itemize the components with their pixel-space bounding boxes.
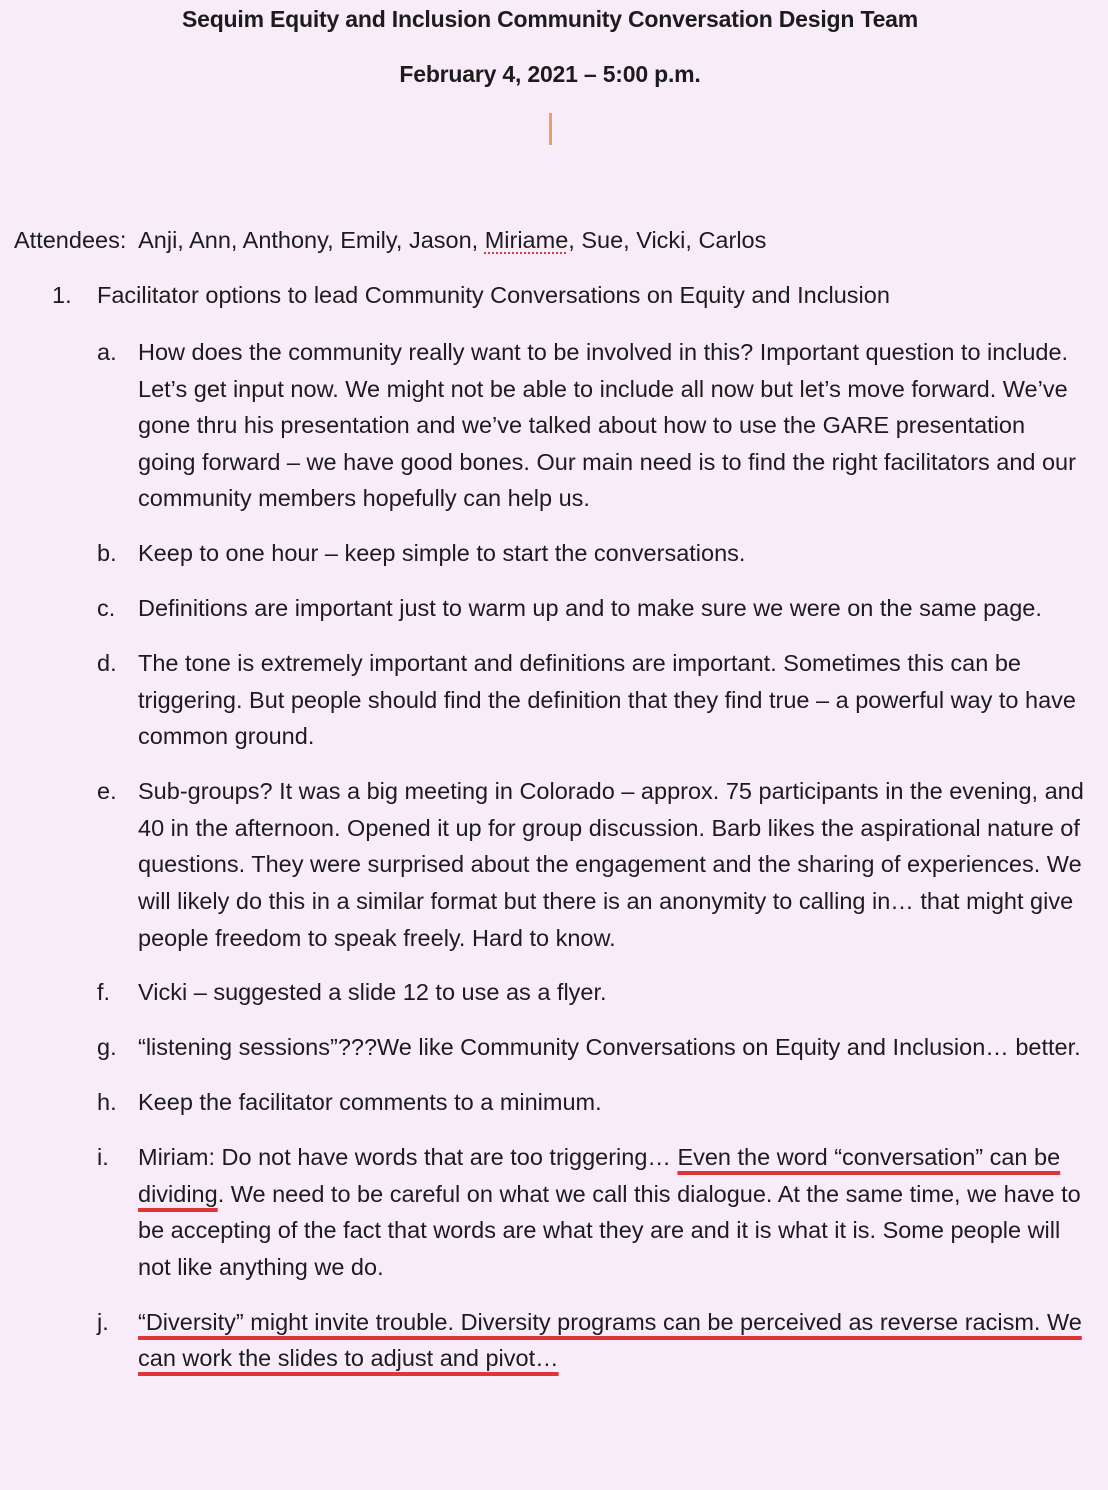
note-marker: g. [97,1034,117,1061]
note-marker: f. [97,979,111,1006]
misspelled-name[interactable]: Miriame [484,227,569,253]
attendees-line [14,224,766,256]
note-item-f [97,974,1087,1011]
note-item-a [97,334,1087,517]
note-marker: c. [97,595,116,622]
note-item-e [97,773,1087,956]
note-text: Sub-groups? It was a big meeting in Colorado – approx. 75 participants in the evening, and 40 in the afternoon. Opened it up for group discussion. Barb likes the aspirational nature of questions. They were surprised about the engagement and the sharing of experiences. We will likely do this in a similar format but there is an anonymity to calling in… that might give people freedom to speak freely. Hard to know. [138,778,1084,951]
note-text: Keep to one hour – keep simple to start the conversations. [138,540,746,567]
note-item-j [97,1304,1087,1377]
underlined-annotation: Even the word “conversation” can be dividing [138,1144,1061,1207]
note-marker: b. [97,540,117,567]
agenda-item-1 [52,279,890,311]
attendees-names: Anji, Ann, Anthony, Emily, Jason, [138,227,479,253]
note-marker: e. [97,778,117,805]
note-marker: j. [97,1308,109,1335]
document-title: Sequim Equity and Inclusion Community Conversation Design Team [181,6,919,32]
text-cursor [549,113,552,145]
note-marker: i. [97,1144,109,1171]
notes-list [97,334,1087,1395]
note-marker: h. [97,1089,117,1116]
note-marker: a. [97,339,117,365]
attendees-label: Attendees: [14,227,127,253]
meeting-date: February 4, 2021 – 5:00 p.m. [399,61,701,87]
note-text: How does the community really want to be involved in this? Important question to include. Let’s get input now. We might not be able to include all now but let’s move forward. We’ve gone thru his presentation and we’ve talked about how to use the GARE presentation going forward – we have good bones. Our main need is to find the right facilitators and our community members hopefully can help us. [138,339,1076,512]
note-item-d [97,645,1087,755]
note-marker: d. [97,650,117,677]
note-item-i [97,1139,1087,1285]
note-text: Vicki – suggested a slide 12 to use as a flyer. [138,979,607,1006]
agenda-number: 1. [52,282,72,308]
note-item-b [97,535,1087,572]
attendees-names-rest: , Sue, Vicki, Carlos [568,227,767,253]
note-item-c [97,590,1087,627]
note-text: Definitions are important just to warm up and to make sure we were on the same page. [138,595,1042,622]
underlined-annotation: “Diversity” might invite trouble. Diversity programs can be perceived as reverse racism. We can work the slides to adjust and pivot… [138,1308,1082,1372]
note-text: The tone is extremely important and definitions are important. Sometimes this can be triggering. But people should find the definition that they find true – a powerful way to have common ground. [138,650,1076,750]
note-item-h [97,1084,1087,1121]
note-text: “listening sessions”???We like Community Conversations on Equity and Inclusion… better. [138,1034,1081,1061]
note-text-rest: . We need to be careful on what we call this dialogue. At the same time, we have to be accepting of the fact that words are what they are and it is what it is. Some people will not like anything we do. [138,1180,1081,1280]
agenda-topic: Facilitator options to lead Community Conversations on Equity and Inclusion [97,282,890,308]
note-item-g [97,1029,1087,1066]
note-text: Keep the facilitator comments to a minimum. [138,1089,602,1116]
note-text: Miriam: Do not have words that are too triggering… [138,1144,678,1171]
